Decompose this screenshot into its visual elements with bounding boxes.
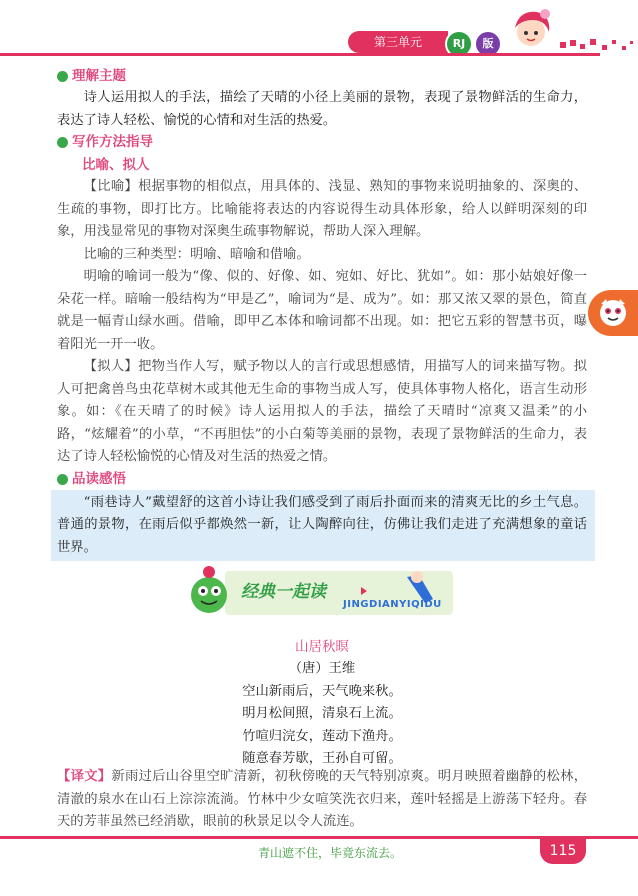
poem-line: 明月松间照，清泉石上流。: [242, 706, 402, 721]
translation-block: [57, 766, 587, 834]
metaphor-detail-paragraph: 明喻的喻词一般为“像、似的、好像、如、宛如、好比、犹如”。如：那小姑娘好像一朵花一样。暗喻一般结构为“甲是乙”，喻词为“是、成为”。如：那又浓又翠的景色，简直就是一幅青山绿水画。借喻，即甲乙本体和喻词都不出现。如：把它五彩的智慧书页，曝着阳光一开一收。: [57, 269, 587, 352]
poem-block: [57, 636, 587, 771]
footer-motto: 青山遮不住，毕竟东流去。: [257, 846, 402, 860]
main-content: [57, 66, 587, 561]
section-heading-appreciate: 品读感悟: [57, 469, 587, 490]
bullet-icon: [57, 474, 68, 485]
method-subheading: 比喻、拟人: [82, 157, 150, 173]
theme-paragraph: 诗人运用拟人的手法，描绘了天晴的小径上美丽的景物，表现了景物鲜活的生命力，表达了诗人轻松、愉悦的心情和对生活的热爱。: [57, 90, 587, 128]
bullet-icon: [57, 137, 68, 148]
metaphor-label: 【比喻】: [83, 179, 139, 194]
side-tab: [588, 290, 638, 336]
appreciate-paragraph: “雨巷诗人”戴望舒的这首小诗让我们感受到了雨后扑面而来的清爽无比的乡土气息。普通的景物，在雨后似乎都焕然一新，让人陶醉向往，仿佛让我们走进了充满想象的童话世界。: [51, 490, 595, 562]
page-number: 115: [540, 838, 586, 864]
mascot-face-icon: [596, 296, 630, 330]
bullet-icon: [57, 71, 68, 82]
poem-line: 空山新雨后，天气晚来秋。: [242, 683, 402, 699]
banner-title: 经典一起读: [241, 582, 326, 602]
section-heading-method: 写作方法指导: [57, 132, 587, 153]
section-heading-theme: 理解主题: [57, 66, 587, 87]
banner-pinyin: JINGDIANYIQIDU: [343, 599, 442, 610]
personify-label: 【拟人】: [83, 359, 139, 374]
translation-paragraph: 【译文】新雨过后山谷里空旷清新，初秋傍晚的天气特别凉爽。明月映照着幽静的松林，清澈的泉水在山石上淙淙流淌。竹林中少女喧笑洗衣归来，莲叶轻摇是上游荡下轻舟。春天的芳菲虽然已经消歇，眼前的秋景足以令人流连。: [57, 769, 587, 829]
header-rule: [0, 53, 600, 56]
poem-author: （唐）王维: [288, 661, 356, 676]
page-header: [0, 0, 638, 56]
translation-label: 【译文】: [57, 769, 112, 784]
poem-line: 竹喧归浣女，莲动下渔舟。: [242, 728, 402, 744]
metaphor-types-paragraph: 比喻的三种类型：明喻、暗喻和借喻。: [83, 246, 310, 262]
cartoon-girl-icon: [505, 6, 557, 56]
edition-badge: 版: [474, 30, 502, 58]
classic-reading-banner: [185, 563, 465, 623]
poem-title: 山居秋暝: [295, 639, 349, 655]
metaphor-paragraph: 【比喻】根据事物的相似点，用具体的、浅显、熟知的事物来说明抽象的、深奥的、生疏的事物，即打比方。比喻能将表达的内容说得生动具体形象，给人以鲜明深刻的印象，用浅显常见的事物对深奥生疏事物解说，帮助人深入理解。: [57, 179, 588, 239]
personify-paragraph: 【拟人】把物当作人写，赋予物以人的言行或思想感情，用描写人的词来描写物。拟人可把禽兽鸟虫花草树木或其他无生命的事物当成人写，使具体事物人格化，语言生动形象。如：《在天晴了的时候》诗人运用拟人的手法，描绘了天晴时“凉爽又温柔”的小路，“炫耀着”的小草，“不再胆怯”的小白菊等美丽的景物，表现了景物鲜活的生命力，表达了诗人轻松愉悦的心情及对生活的热爱之情。: [57, 359, 588, 464]
poem-line: 随意春芳歇，王孙自可留。: [242, 751, 402, 766]
unit-label: 第三单元: [348, 31, 448, 53]
rj-badge: RJ: [445, 30, 473, 58]
